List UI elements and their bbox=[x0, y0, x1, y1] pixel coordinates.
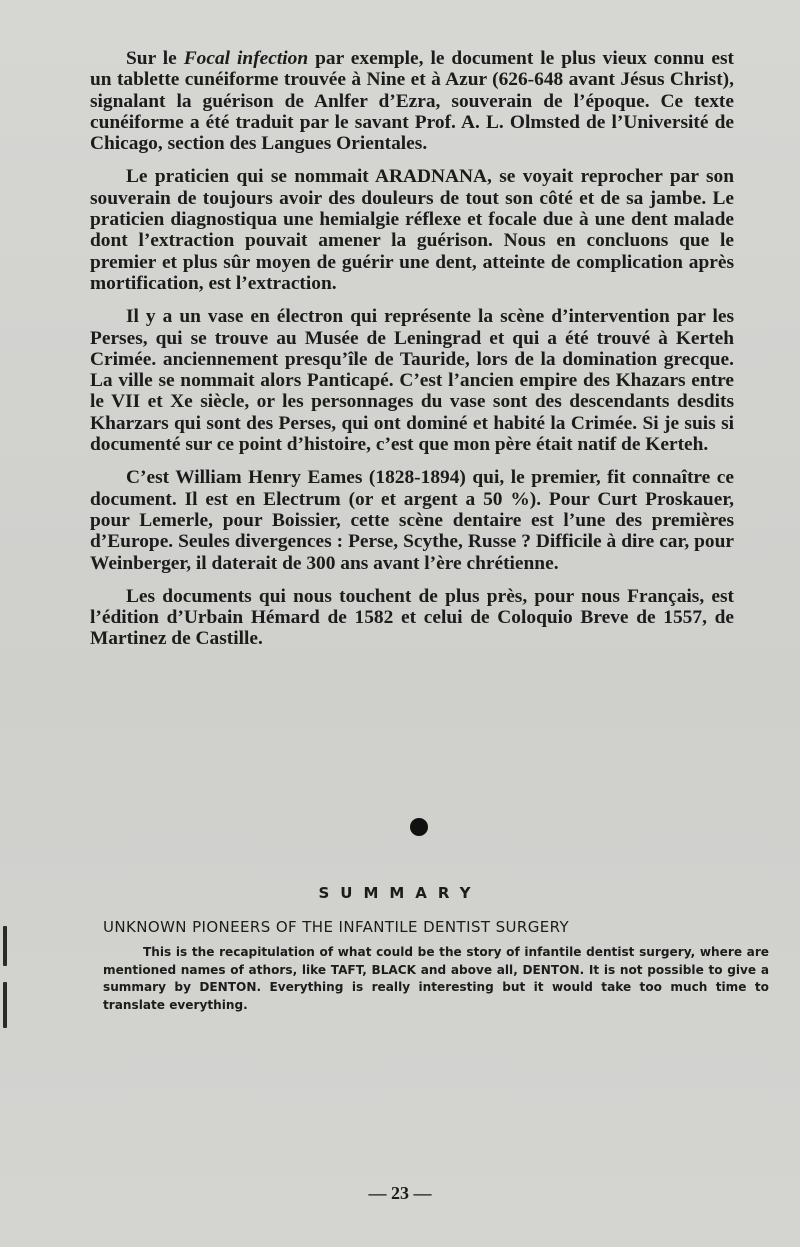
paragraph-3: Il y a un vase en électron qui représente la scène d’intervention par les Perses, qui se trouve au Musée de Leningrad et qui a été trouvé à Kerteh Crimée. anciennement presqu’île de Tauride, lors de la domination grecque. La ville se nommait alors Panticapé. C’est l’ancien empire des Khazars entre le VII et Xe siècle, or les personnages du vase sont des descendants desdits Kharzars qui sont des Perses, qui ont dominé et habité la Crimée. Si je suis si documenté sur ce point d’histoire, c’est que mon père était natif de Kerteh. bbox=[90, 306, 734, 456]
paragraph-1-start: Sur le bbox=[126, 48, 184, 69]
paragraph-1-rest: par exemple, le document le plus vieux connu est un tablette cunéiforme trouvée à Nine et à Azur (626-648 avant Jésus Christ), signalant la guérison de Anlfer d’Ezra, souverain de l’époque. Ce texte cunéiforme a été traduit par le savant Prof. A. L. Olmsted de l’Université de Chicago, section des Langues Orientales. bbox=[90, 48, 735, 155]
binding-mark-top bbox=[3, 926, 7, 966]
summary-heading: SUMMARY bbox=[318, 884, 482, 902]
page-number: — 23 — bbox=[368, 1183, 432, 1203]
paragraph-1-italic-term: Focal infection bbox=[183, 48, 309, 69]
body-text bbox=[90, 48, 734, 662]
paragraph-5: Les documents qui nous touchent de plus près, pour nous Français, est l’édition d’Urbain Hémard de 1582 et celui de Coloquio Breve de 1557, de Martinez de Castille. bbox=[90, 585, 734, 650]
summary-body bbox=[103, 944, 769, 1014]
paragraph-1 bbox=[90, 48, 734, 154]
summary-title: UNKNOWN PIONEERS OF THE INFANTILE DENTIST SURGERY bbox=[103, 918, 570, 936]
section-separator-dot bbox=[410, 818, 428, 836]
summary-paragraph: This is the recapitulation of what could be the story of infantile dentist surgery, where are mentioned names of athors, like TAFT, BLACK and above all, DENTON. It is not possible to give a summary by DENTON. Everything is really interesting but it would take too much time to translate everything. bbox=[103, 945, 769, 1012]
binding-mark-bottom bbox=[3, 982, 7, 1028]
paragraph-2: Le praticien qui se nommait ARADNANA, se voyait reprocher par son souverain de toujours avoir des douleurs de tout son côté et de sa jambe. Le praticien diagnostiqua une hemialgie réflexe et focale due à une dent malade dont l’extraction pouvait amener la guérison. Nous en concluons que le premier et plus sûr moyen de guérir une dent, atteinte de complication après mortification, est l’extraction. bbox=[90, 166, 734, 294]
paragraph-4: C’est William Henry Eames (1828-1894) qui, le premier, fit connaître ce document. Il est en Electrum (or et argent a 50 %). Pour Curt Proskauer, pour Lemerle, pour Boissier, cette scène dentaire est l’une des premières d’Europe. Seules divergences : Perse, Scythe, Russe ? Difficile à dire car, pour Weinberger, il daterait de 300 ans avant l’ère chrétienne. bbox=[90, 467, 734, 574]
